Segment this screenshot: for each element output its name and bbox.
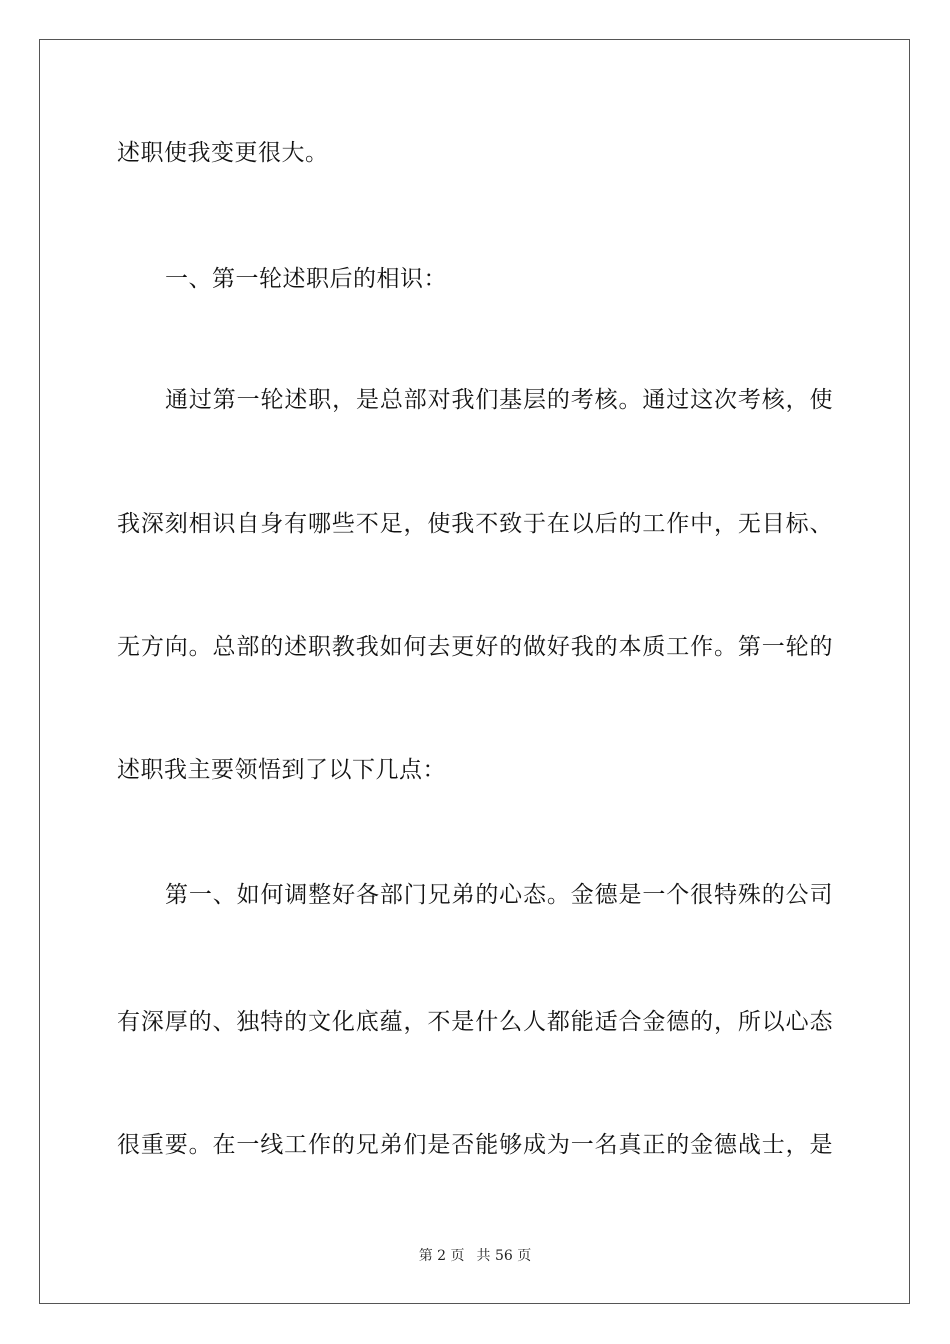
- text-line: 述职使我变更很大。: [117, 140, 329, 166]
- text-line: 第一、如何调整好各部门兄弟的心态。金德是一个很特殊的公司: [165, 882, 833, 908]
- text-line: 我深刻相识自身有哪些不足，使我不致于在以后的工作中，无目标、: [117, 511, 833, 537]
- page-total: 共 56 页: [476, 1248, 532, 1264]
- text-line: 述职我主要领悟到了以下几点：: [117, 757, 446, 783]
- page-footer: [0, 1247, 950, 1265]
- page-number: 第 2 页: [418, 1248, 465, 1264]
- text-line: 通过第一轮述职，是总部对我们基层的考核。通过这次考核，使: [165, 387, 833, 413]
- text-line: 无方向。总部的述职教我如何去更好的做好我的本质工作。第一轮的: [117, 634, 833, 660]
- section-heading: 一、第一轮述职后的相识：: [165, 266, 447, 292]
- text-line: 很重要。在一线工作的兄弟们是否能够成为一名真正的金德战士，是: [117, 1132, 833, 1158]
- text-line: 有深厚的、独特的文化底蕴，不是什么人都能适合金德的，所以心态: [117, 1009, 833, 1035]
- page-border: [39, 39, 910, 1304]
